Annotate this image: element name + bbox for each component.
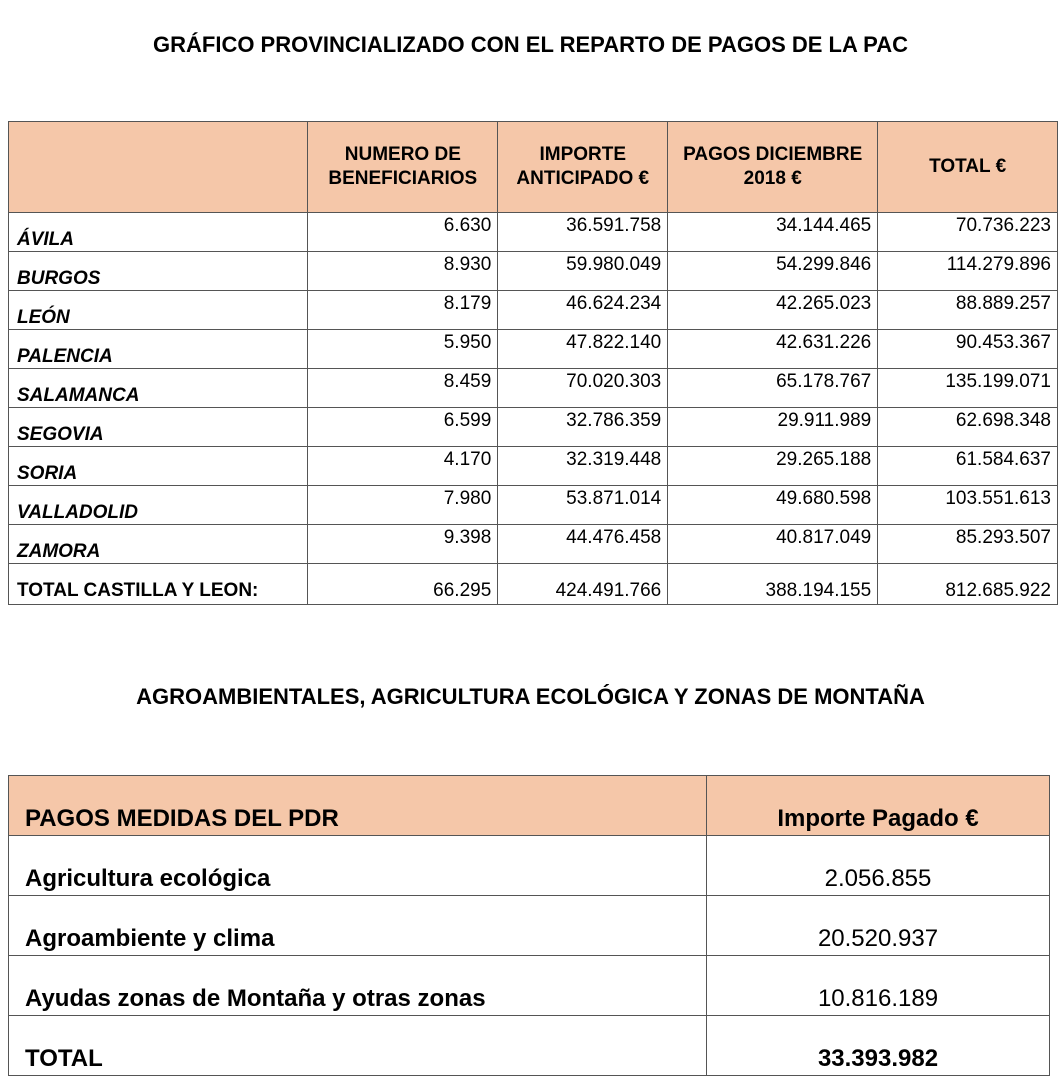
cell-province: LEÓN	[9, 291, 308, 330]
header-amount-paid: Importe Pagado €	[707, 776, 1050, 836]
header-advance-amount-label: IMPORTE ANTICIPADO €	[516, 144, 650, 189]
cell-total: 62.698.348	[878, 408, 1058, 447]
cell-beneficiaries: 8.179	[308, 291, 498, 330]
total-amount-paid: 33.393.982	[707, 1016, 1050, 1076]
cell-advance-amount: 70.020.303	[498, 369, 668, 408]
table-row	[9, 525, 1058, 564]
cell-total: 103.551.613	[878, 486, 1058, 525]
table-row	[9, 369, 1058, 408]
total-beneficiaries: 66.295	[308, 564, 498, 605]
table-row	[9, 213, 1058, 252]
cell-total: 70.736.223	[878, 213, 1058, 252]
cell-amount-paid: 2.056.855	[707, 836, 1050, 896]
cell-beneficiaries: 6.630	[308, 213, 498, 252]
cell-advance-amount: 59.980.049	[498, 252, 668, 291]
cell-advance-amount: 32.319.448	[498, 447, 668, 486]
cell-measure: Agroambiente y clima	[9, 896, 707, 956]
cell-december-payments: 29.911.989	[668, 408, 878, 447]
cell-december-payments: 65.178.767	[668, 369, 878, 408]
total-row	[9, 1016, 1050, 1076]
cell-december-payments: 49.680.598	[668, 486, 878, 525]
cell-province: BURGOS	[9, 252, 308, 291]
cell-province: VALLADOLID	[9, 486, 308, 525]
total-total: 812.685.922	[878, 564, 1058, 605]
cell-advance-amount: 53.871.014	[498, 486, 668, 525]
cell-beneficiaries: 6.599	[308, 408, 498, 447]
cell-december-payments: 54.299.846	[668, 252, 878, 291]
cell-advance-amount: 46.624.234	[498, 291, 668, 330]
cell-beneficiaries: 9.398	[308, 525, 498, 564]
total-advance-amount: 424.491.766	[498, 564, 668, 605]
cell-beneficiaries: 7.980	[308, 486, 498, 525]
header-december-payments	[668, 122, 878, 213]
cell-advance-amount: 47.822.140	[498, 330, 668, 369]
header-province	[9, 122, 308, 213]
pdr-payments-table	[8, 775, 1050, 1076]
cell-december-payments: 42.265.023	[668, 291, 878, 330]
table-row	[9, 447, 1058, 486]
cell-total: 88.889.257	[878, 291, 1058, 330]
total-measure: TOTAL	[9, 1016, 707, 1076]
table-row	[9, 486, 1058, 525]
cell-advance-amount: 32.786.359	[498, 408, 668, 447]
pac-title: GRÁFICO PROVINCIALIZADO CON EL REPARTO DE PAGOS DE LA PAC	[153, 32, 908, 57]
cell-province: ZAMORA	[9, 525, 308, 564]
cell-beneficiaries: 8.459	[308, 369, 498, 408]
cell-measure: Ayudas zonas de Montaña y otras zonas	[9, 956, 707, 1016]
pdr-title: AGROAMBIENTALES, AGRICULTURA ECOLÓGICA Y ZONAS DE MONTAÑA	[136, 684, 925, 709]
header-december-payments-label: PAGOS DICIEMBRE 2018 €	[683, 144, 863, 189]
pac-payments-table	[8, 121, 1058, 605]
table-row	[9, 836, 1050, 896]
total-row	[9, 564, 1058, 605]
cell-total: 135.199.071	[878, 369, 1058, 408]
cell-province: SALAMANCA	[9, 369, 308, 408]
cell-province: PALENCIA	[9, 330, 308, 369]
header-beneficiaries	[308, 122, 498, 213]
cell-december-payments: 34.144.465	[668, 213, 878, 252]
cell-december-payments: 42.631.226	[668, 330, 878, 369]
table-row	[9, 252, 1058, 291]
cell-total: 90.453.367	[878, 330, 1058, 369]
cell-total: 61.584.637	[878, 447, 1058, 486]
header-measure: PAGOS MEDIDAS DEL PDR	[9, 776, 707, 836]
cell-province: ÁVILA	[9, 213, 308, 252]
table-row	[9, 291, 1058, 330]
cell-amount-paid: 10.816.189	[707, 956, 1050, 1016]
header-beneficiaries-label: NUMERO DE BENEFICIARIOS	[328, 144, 478, 189]
table-row	[9, 330, 1058, 369]
cell-december-payments: 29.265.188	[668, 447, 878, 486]
cell-advance-amount: 44.476.458	[498, 525, 668, 564]
cell-advance-amount: 36.591.758	[498, 213, 668, 252]
total-province: TOTAL CASTILLA Y LEON:	[9, 564, 308, 605]
cell-province: SORIA	[9, 447, 308, 486]
cell-total: 85.293.507	[878, 525, 1058, 564]
pac-header-row	[9, 122, 1058, 213]
cell-beneficiaries: 4.170	[308, 447, 498, 486]
table-row	[9, 956, 1050, 1016]
cell-province: SEGOVIA	[9, 408, 308, 447]
header-advance-amount	[498, 122, 668, 213]
header-total: TOTAL €	[878, 122, 1058, 213]
cell-beneficiaries: 8.930	[308, 252, 498, 291]
table-row	[9, 896, 1050, 956]
cell-december-payments: 40.817.049	[668, 525, 878, 564]
cell-measure: Agricultura ecológica	[9, 836, 707, 896]
cell-total: 114.279.896	[878, 252, 1058, 291]
pdr-header-row	[9, 776, 1050, 836]
cell-beneficiaries: 5.950	[308, 330, 498, 369]
total-december-payments: 388.194.155	[668, 564, 878, 605]
cell-amount-paid: 20.520.937	[707, 896, 1050, 956]
table-row	[9, 408, 1058, 447]
